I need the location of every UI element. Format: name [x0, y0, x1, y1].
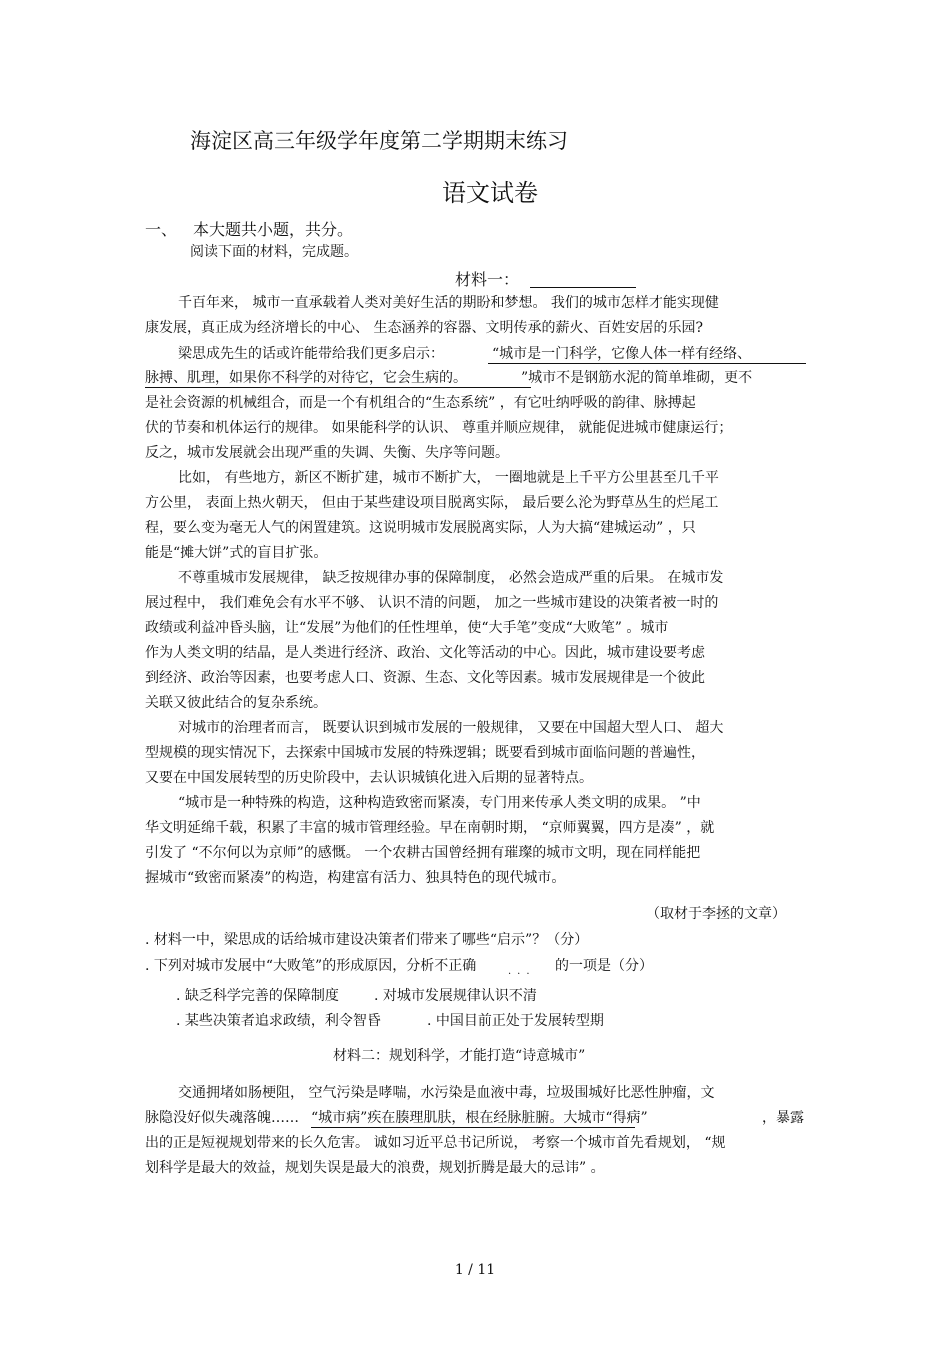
section-text: 本大题共小题，共分。	[193, 220, 354, 239]
question-1: . 材料一中，梁思成的话给城市建设决策者们带来了哪些“启示”？（分）	[145, 932, 589, 948]
para-line: ，暴露	[762, 1110, 804, 1126]
para-line: 出的正是短视规划带来的长久危害。 诚如习近平总书记所说， 考察一个城市首先看规划， “规	[145, 1135, 726, 1151]
question-2-end: 的一项是（分）	[555, 958, 653, 974]
material2-title: 材料二：规划科学，才能打造“诗意城市”	[333, 1048, 586, 1064]
para-line: 康发展，真正成为经济增长的中心、 生态涵养的容器、文明传承的薪火、百姓安居的乐园?	[145, 320, 703, 336]
instruction: 阅读下面的材料，完成题。	[190, 244, 358, 260]
para-line: 华文明延绵千载，积累了丰富的城市管理经验。早在南朝时期， “京师翼翼，四方是凑” ，就	[145, 820, 715, 836]
para-line: 是社会资源的机械组合，而是一个有机组合的“生态系统” ，有它吐纳呼吸的韵律、脉搏起	[145, 395, 696, 411]
para-line: 展过程中， 我们难免会有水平不够、 认识不清的问题， 加之一些城市建设的决策者被一时的	[145, 595, 719, 611]
para-line: ”城市不是钢筋水泥的简单堆砌，更不	[521, 370, 753, 386]
source-citation: （取材于李拯的文章）	[646, 906, 786, 922]
para-line: 关联又彼此结合的复杂系统。	[145, 695, 327, 711]
para-line: 梁思成先生的话或许能带给我们更多启示：	[178, 346, 444, 362]
para-line: 反之，城市发展就会出现严重的失调、失衡、失序等问题。	[145, 445, 509, 461]
para-line: 握城市“致密而紧凑”的构造，构建富有活力、独具特色的现代城市。	[145, 870, 566, 886]
para-line: 引发了 “不尔何以为京师”的感慨。 一个农耕古国曾经拥有璀璨的城市文明，现在同样能把	[145, 845, 701, 861]
underline	[488, 363, 806, 364]
quote-underlined: “城市病”疾在腠理肌肤，根在经脉脏腑。大城市“得病”	[311, 1110, 648, 1126]
quote-underlined: 脉搏、肌理，如果你不科学的对待它，它会生病的。	[145, 370, 467, 386]
para-line: 又要在中国发展转型的历史阶段中，去认识城镇化进入后期的显著特点。	[145, 770, 593, 786]
para-line: 作为人类文明的结晶，是人类进行经济、政治、文化等活动的中心。因此，城市建设要考虑	[145, 645, 705, 661]
section-heading	[145, 220, 353, 240]
emphasis-dots: ...	[508, 966, 536, 977]
para-line: 程，要么变为毫无人气的闲置建筑。这说明城市发展脱离实际，人为大搞“建城运动” ，只	[145, 520, 696, 536]
para-line: “城市是一种特殊的构造，这种构造致密而紧凑，专门用来传承人类文明的成果。 ”中	[178, 795, 701, 811]
para-line: 交通拥堵如肠梗阻， 空气污染是哮喘，水污染是血液中毒，垃圾围城好比恶性肿瘤，文	[178, 1085, 715, 1101]
underline	[145, 387, 531, 388]
page-title: 海淀区高三年级学年度第二学期期末练习	[190, 129, 568, 153]
option-b: . 对城市发展规律认识不清	[374, 988, 537, 1004]
para-line: 比如， 有些地方，新区不断扩建，城市不断扩大， 一圈地就是上千平方公里甚至几千平	[178, 470, 719, 486]
option-a: . 缺乏科学完善的保障制度	[176, 988, 339, 1004]
option-d: . 中国目前正处于发展转型期	[427, 1013, 604, 1029]
page-subtitle: 语文试卷	[442, 179, 538, 207]
para-line: 不尊重城市发展规律， 缺乏按规律办事的保障制度， 必然会造成严重的后果。 在城市发	[178, 570, 724, 586]
para-line: 能是“摊大饼”式的盲目扩张。	[145, 545, 328, 561]
para-line: 千百年来， 城市一直承载着人类对美好生活的期盼和梦想。 我们的城市怎样才能实现健	[178, 295, 719, 311]
section-number: 一、	[145, 220, 178, 239]
option-c: . 某些决策者追求政绩，利令智昏	[176, 1013, 381, 1029]
material1-label: 材料一：	[455, 270, 520, 289]
para-line: 政绩或利益冲昏头脑，让“发展”为他们的任性埋单，使“大手笔”变成“大败笔” 。城市	[145, 620, 669, 636]
quote-underlined: “城市是一门科学，它像人体一样有经络、	[492, 346, 752, 362]
question-2: . 下列对城市发展中“大败笔”的形成原因，分析不正确	[145, 958, 477, 974]
page-number: 1 / 11	[454, 1262, 496, 1278]
para-line: 对城市的治理者而言， 既要认识到城市发展的一般规律， 又要在中国超大型人口、 超大	[178, 720, 724, 736]
para-line: 方公里， 表面上热火朝天， 但由于某些建设项目脱离实际， 最后要么沦为野草丛生的烂尾工	[145, 495, 719, 511]
para-line: 脉隐没好似失魂落魄……	[145, 1110, 299, 1126]
para-line: 伏的节奏和机体运行的规律。 如果能科学的认识、 尊重并顺应规律， 就能促进城市健康运行；	[145, 420, 733, 436]
underline	[311, 1127, 635, 1128]
material1-blank-line	[530, 287, 636, 288]
para-line: 划科学是最大的效益，规划失误是最大的浪费，规划折腾是最大的忌讳” 。	[145, 1160, 605, 1176]
para-line: 到经济、政治等因素，也要考虑人口、资源、生态、文化等因素。城市发展规律是一个彼此	[145, 670, 705, 686]
para-line: 型规模的现实情况下，去探索中国城市发展的特殊逻辑；既要看到城市面临问题的普遍性，	[145, 745, 705, 761]
